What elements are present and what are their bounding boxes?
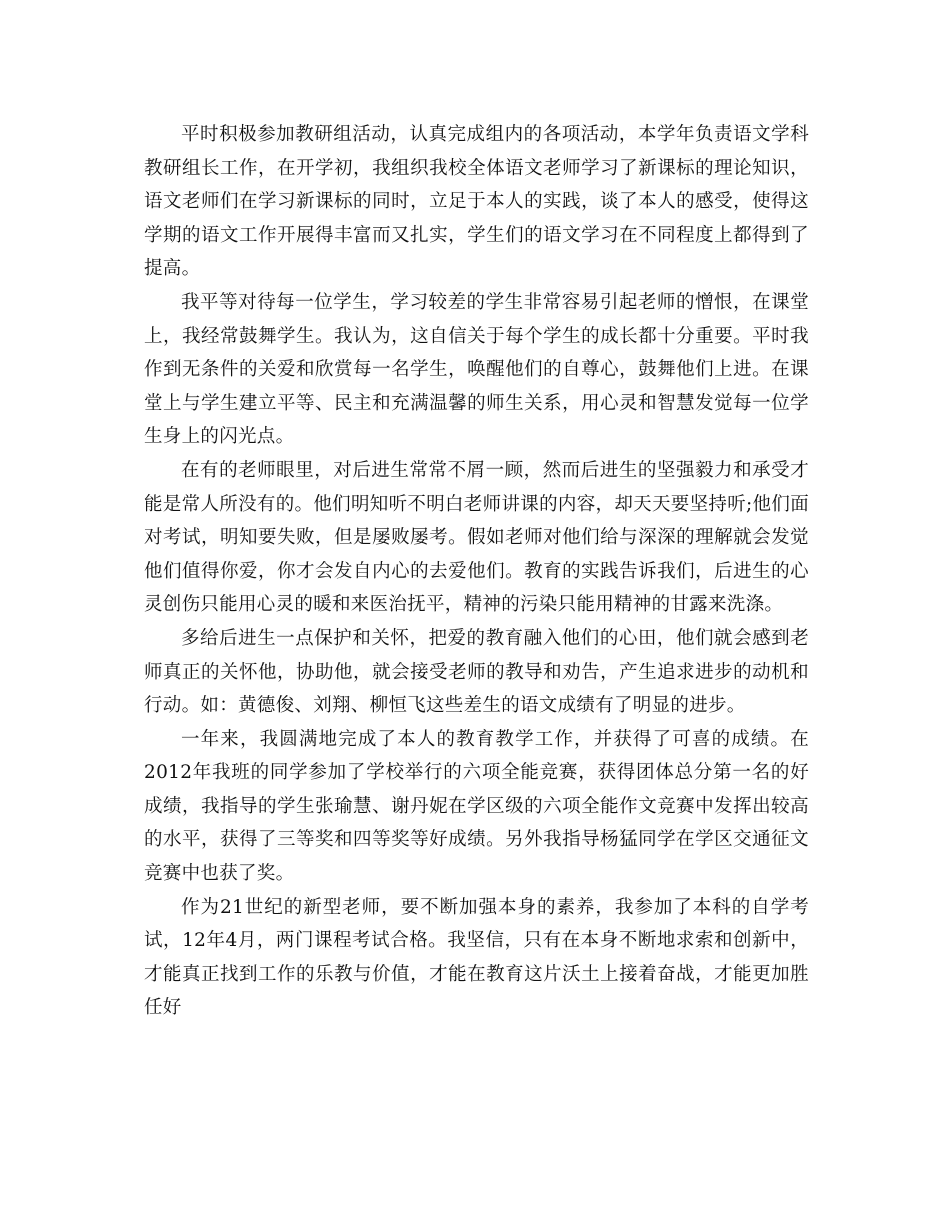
paragraph-achievements: 一年来，我圆满地完成了本人的教育教学工作，并获得了可喜的成绩。在2012年我班的同学参加了学校举行的六项全能竞赛，获得团体总分第一名的好成绩，我指导的学生张瑜慧、谢丹妮在学区级的六项全能作文竞赛中发挥出较高的水平，获得了三等奖和四等奖等好成绩。另外我指导杨猛同学在学区交通征文竞赛中也获了奖。 [144,728,809,885]
paragraph-teaching-research: 平时积极参加教研组活动，认真完成组内的各项活动，本学年负责语文学科教研组长工作，在开学初，我组织我校全体语文老师学习了新课标的理论知识，语文老师们在学习新课标的同时，立足于本人的实践，谈了本人的感受，使得这学期的语文工作开展得丰富而又扎实，学生们的语文学习在不同程度上都得到了提高。 [144,124,809,280]
paragraph-self-improvement: 作为21世纪的新型老师，要不断加强本身的素养，我参加了本科的自学考试，12年4月，两门课程考试合格。我坚信，只有在本身不断地求索和创新中，才能真正找到工作的乐教与价值，才能在教育这片沃土上接着奋战，才能更加胜任好 [144,896,809,1019]
paragraph-underachievers: 在有的老师眼里，对后进生常常不屑一顾，然而后进生的坚强毅力和承受才能是常人所没有的。他们明知听不明白老师讲课的内容，却天天要坚持听;他们面对考试，明知要失败，但是屡败屡考。假如老师对他们给与深深的理解就会发觉他们值得你爱，你才会发自内心的去爱他们。教育的实践告诉我们，后进生的心灵创伤只能用心灵的暖和来医治抚平，精神的污染只能用精神的甘露来洗涤。 [144,459,809,616]
document-body [144,118,809,1025]
paragraph-treat-students-equally: 我平等对待每一位学生，学习较差的学生非常容易引起老师的憎恨，在课堂上，我经常鼓舞学生。我认为，这自信关于每个学生的成长都十分重要。平时我作到无条件的关爱和欣赏每一名学生，唤醒他们的自尊心，鼓舞他们上进。在课堂上与学生建立平等、民主和充满温馨的师生关系，用心灵和智慧发觉每一位学生身上的闪光点。 [144,291,809,448]
paragraph-care-and-progress: 多给后进生一点保护和关怀，把爱的教育融入他们的心田，他们就会感到老师真正的关怀他，协助他，就会接受老师的教导和劝告，产生追求进步的动机和行动。如：黄德俊、刘翔、柳恒飞这些差生的语文成绩有了明显的进步。 [144,627,809,717]
